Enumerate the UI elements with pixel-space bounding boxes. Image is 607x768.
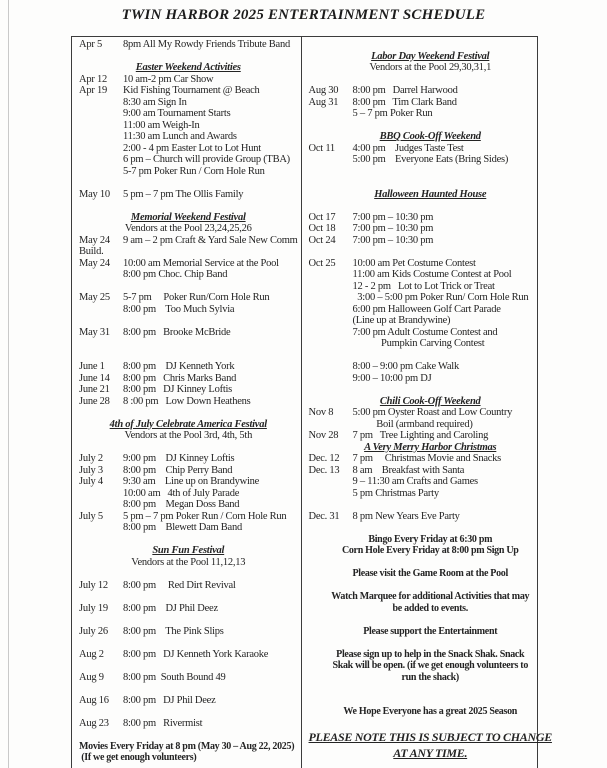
entry-lines: [353, 143, 552, 166]
entry-line: 10 am-2 pm Car Show: [123, 73, 214, 85]
entry-line: 5-7 pm Poker Run / Corn Hole Run: [123, 165, 265, 177]
entry-line: Pumpkin Carving Contest: [352, 338, 485, 349]
section-header: BBQ Cook-Off Weekend: [379, 131, 481, 142]
schedule-entry: [309, 465, 552, 500]
note-line: We Hope Everyone has a great 2025 Season: [343, 706, 518, 717]
entry-line: Boil (armband required): [352, 418, 473, 430]
entry-lines: [353, 212, 552, 224]
entry-line: 8:00 pm Blewett Dam Band: [123, 522, 242, 533]
entry-lines: [123, 39, 298, 51]
schedule-entry: [309, 258, 552, 350]
entry-line: 9:00 am Tournament Starts: [123, 108, 231, 119]
entry-lines: [123, 465, 298, 477]
entry-line: 6 pm – Church will provide Group (TBA): [123, 154, 290, 165]
entry-line: 8:00 pm Tim Clark Band: [352, 96, 457, 108]
entry-line: 10:00 am Memorial Service at the Pool: [123, 257, 279, 269]
entry-lines: [123, 476, 298, 511]
note-line: Bingo Every Friday at 6:30 pm: [368, 533, 493, 545]
entry-lines: [123, 626, 298, 638]
schedule-entry: [79, 85, 298, 177]
entry-lines: [353, 97, 552, 120]
note-line: (If we get enough volunteers): [79, 752, 197, 763]
entry-line: 8:00 pm Chip Perry Band: [123, 464, 233, 476]
note-line: AT ANY TIME.: [393, 746, 468, 760]
note-line: be added to events.: [392, 602, 468, 614]
schedule-entry: [79, 511, 298, 534]
left-column: [72, 37, 301, 768]
schedule-entry: [79, 39, 298, 51]
entry-lines: [123, 74, 298, 86]
entry-line: 8:00 pm Megan Doss Band: [123, 499, 240, 510]
entry-line: 10:00 am Pet Costume Contest: [352, 257, 476, 269]
section-subheader: Vendors at the Pool 23,24,25,26: [124, 223, 252, 234]
entry-line: 5 pm Christmas Party: [352, 487, 439, 499]
schedule-entry: [79, 327, 298, 339]
entry-date: Dec. 31: [308, 510, 340, 522]
entry-line: 8:00 pm DJ Kenneth York: [123, 361, 235, 372]
entry-date: Aug 31: [308, 96, 339, 108]
entry-line: 8:00 pm South Bound 49: [123, 671, 226, 683]
entry-lines: [123, 327, 298, 339]
entry-line: 9:00 pm DJ Kinney Loftis: [123, 453, 235, 464]
entry-date: June 14: [79, 372, 110, 384]
entry-lines: [123, 396, 298, 408]
entry-line: 11:00 am Kids Costume Contest at Pool: [352, 269, 512, 280]
note-block: [309, 626, 552, 638]
entry-line: 8:00 pm Brooke McBride: [123, 326, 231, 338]
entry-lines: [353, 465, 552, 500]
entry-line: 5-7 pm Poker Run/Corn Hole Run: [123, 292, 270, 303]
entry-lines: [123, 235, 298, 247]
entry-line: 6:00 pm Halloween Golf Cart Parade: [352, 303, 501, 315]
section-subheader: Vendors at the Pool 29,30,31,1: [369, 62, 492, 73]
schedule-entry: [309, 235, 552, 247]
entry-line: 12 - 2 pm Lot to Lot Trick or Treat: [352, 280, 495, 292]
schedule-entry: [79, 373, 298, 385]
note-line: Please support the Entertainment: [363, 625, 498, 637]
entry-lines: [353, 223, 552, 235]
entry-date: June 21: [79, 384, 110, 395]
section-header: Sun Fun Festival: [152, 545, 225, 556]
entry-continuation: Build.: [79, 246, 104, 257]
schedule-entry: [309, 143, 552, 166]
page-edge-line: [8, 0, 9, 768]
entry-date: Oct 18: [308, 223, 336, 234]
note-line: Skak will be open. (if we get enough volunteers to: [332, 660, 529, 671]
schedule-entry: [79, 718, 298, 730]
note-line: run the shack): [401, 671, 459, 683]
entry-line: 8:00 – 9:00 pm Cake Walk: [352, 361, 459, 372]
entry-line: 8:00 pm The Pink Slips: [123, 625, 224, 637]
note-block: [79, 741, 298, 764]
entry-date: July 4: [79, 476, 103, 487]
entry-line: 8:00 pm Red Dirt Revival: [123, 579, 236, 591]
entry-line: 7 pm Tree Lighting and Caroling: [352, 430, 489, 441]
entry-line: 8 pm New Years Eve Party: [352, 510, 460, 522]
note-line: Please visit the Game Room at the Pool: [352, 568, 508, 579]
schedule-entry: [79, 361, 298, 373]
entry-line: 8:00 pm DJ Phil Deez: [123, 694, 216, 706]
entry-date: Apr 19: [79, 85, 107, 96]
schedule-entry: [79, 453, 298, 465]
entry-lines: [123, 580, 298, 592]
page-title: TWIN HARBOR 2025 ENTERTAINMENT SCHEDULE: [121, 7, 486, 23]
entry-line: 11:00 am Weigh-In: [123, 119, 200, 131]
section-header: Easter Weekend Activities: [135, 62, 241, 73]
entry-lines: [123, 453, 298, 465]
note-block: [309, 706, 552, 718]
schedule-entry: [79, 476, 298, 511]
entry-lines: [353, 235, 552, 247]
entry-line: 8:30 am Sign In: [123, 96, 187, 108]
schedule-entry: [309, 85, 552, 97]
note-block: [309, 534, 552, 557]
entry-lines: [353, 407, 552, 430]
entry-lines: [123, 672, 298, 684]
note-line: Watch Marquee for additional Activities that may: [331, 591, 530, 602]
entry-date: May 24: [79, 234, 110, 246]
entry-line: 4:00 pm Judges Taste Test: [352, 142, 464, 154]
entry-date: Aug 23: [79, 717, 109, 729]
schedule-entry: [309, 511, 552, 523]
entry-lines: [123, 361, 298, 373]
schedule-entry: [79, 626, 298, 638]
section-subheader: Vendors at the Pool 3rd, 4th, 5th: [124, 430, 253, 441]
schedule-entry: [79, 74, 298, 86]
schedule-entry: [79, 603, 298, 615]
entry-date: May 24: [79, 257, 110, 269]
entry-lines: [123, 85, 298, 177]
entry-date: May 25: [79, 292, 110, 303]
entry-date: Apr 12: [79, 73, 107, 85]
entry-date: June 28: [79, 395, 110, 407]
schedule-entry: [79, 695, 298, 707]
entry-lines: [123, 189, 298, 201]
entry-date: July 12: [79, 579, 108, 591]
entry-line: 7:00 pm Adult Costume Contest and: [352, 326, 498, 338]
schedule-entry: [79, 258, 298, 281]
schedule-entry: [79, 189, 298, 201]
entry-line: 9:00 – 10:00 pm DJ: [352, 372, 432, 384]
section-header: Labor Day Weekend Festival: [371, 50, 490, 62]
entry-date: Oct 11: [308, 142, 335, 154]
entry-line: 8:00 pm Chris Marks Band: [123, 372, 237, 384]
entry-date: May 31: [79, 326, 110, 338]
entry-line: 11:30 am Lunch and Awards: [123, 131, 237, 142]
entry-date: Aug 2: [79, 648, 104, 660]
note-line: Corn Hole Every Friday at 8:00 pm Sign Up: [341, 545, 519, 556]
entry-line: 8:00 pm Darrel Harwood: [352, 85, 458, 96]
right-column: [301, 37, 555, 768]
entry-date: May 10: [79, 188, 110, 200]
entry-date: Apr 5: [79, 39, 102, 50]
section-header: Halloween Haunted House: [374, 188, 487, 200]
schedule-entry: [79, 292, 298, 315]
entry-line: 8:00 pm DJ Phil Deez: [123, 602, 218, 614]
schedule-table: [71, 36, 552, 768]
entry-date: Aug 16: [79, 694, 109, 706]
entry-line: 5:00 pm Oyster Roast and Low Country: [352, 407, 513, 418]
schedule-entry: [309, 97, 552, 120]
schedule-entry: [79, 465, 298, 477]
entry-lines: [123, 718, 298, 730]
entry-line: 8:00 pm Choc. Chip Band: [123, 269, 228, 280]
entry-date: Aug 30: [308, 85, 339, 96]
entry-lines: [353, 511, 552, 523]
entry-line: 8:00 pm Rivermist: [123, 717, 203, 729]
note-line: Please sign up to help in the Snack Shak. Snack: [336, 648, 525, 660]
entry-line: 5:00 pm Everyone Eats (Bring Sides): [352, 154, 509, 165]
entry-lines: [353, 85, 552, 97]
entry-lines: [123, 511, 298, 534]
schedule-entry: [309, 430, 552, 442]
entry-line: Kid Fishing Tournament @ Beach: [123, 85, 260, 96]
entry-line: (Line up at Brandywine): [352, 315, 451, 326]
schedule-entry: [79, 384, 298, 396]
entry-line: 2:00 - 4 pm Easter Lot to Lot Hunt: [123, 142, 261, 154]
schedule-entry: [79, 649, 298, 661]
entry-line: 10:00 am 4th of July Parade: [123, 487, 240, 499]
entry-line: 8 am Breakfast with Santa: [352, 464, 465, 476]
entry-line: 5 – 7 pm Poker Run: [352, 108, 433, 119]
entry-date: Dec. 13: [308, 464, 340, 476]
note-line: PLEASE NOTE THIS IS SUBJECT TO CHANGE: [308, 730, 552, 744]
entry-date: July 3: [79, 464, 103, 476]
section-header: 4th of July Celebrate America Festival: [109, 418, 267, 430]
schedule-entry: [309, 212, 552, 224]
entry-line: 8:00 pm DJ Kenneth York Karaoke: [123, 648, 269, 660]
entry-line: 9 am – 2 pm Craft & Yard Sale New Comm: [123, 234, 298, 246]
entry-lines: [123, 258, 298, 281]
entry-line: 5 pm – 7 pm The Ollis Family: [123, 188, 244, 200]
entry-lines: [123, 292, 298, 315]
entry-lines: [123, 695, 298, 707]
schedule-entry: [309, 453, 552, 465]
note-block: [309, 591, 552, 614]
entry-date: Oct 24: [308, 234, 336, 246]
entry-lines: [353, 430, 552, 442]
schedule-entry: [79, 672, 298, 684]
schedule-entry: [79, 396, 298, 408]
note-block: [309, 729, 552, 761]
entry-line: 9 – 11:30 am Crafts and Games: [352, 476, 478, 487]
entry-line: 7 pm Christmas Movie and Snacks: [352, 453, 501, 464]
entry-line: 7:00 pm – 10:30 pm: [352, 211, 434, 223]
entry-line: 8 :00 pm Low Down Heathens: [123, 395, 251, 407]
entry-date: Dec. 12: [308, 453, 340, 464]
section-header: A Very Merry Harbor Christmas: [364, 441, 497, 453]
entry-line: 9:30 am Line up on Brandywine: [123, 476, 260, 487]
entry-date: July 2: [79, 453, 103, 464]
note-block: [309, 568, 552, 580]
entry-date: July 26: [79, 625, 108, 637]
entry-line: 8pm All My Rowdy Friends Tribute Band: [123, 39, 290, 50]
entry-lines: [123, 373, 298, 385]
entry-lines: [353, 453, 552, 465]
entry-date: Aug 9: [79, 671, 104, 683]
entry-lines: [353, 361, 552, 384]
entry-lines: [123, 384, 298, 396]
entry-date: July 5: [79, 510, 103, 522]
entry-lines: [123, 649, 298, 661]
schedule-entry: [309, 407, 552, 430]
section-header: Chili Cook-Off Weekend: [379, 395, 481, 407]
note-block: [309, 649, 552, 684]
entry-lines: [353, 258, 552, 350]
entry-date: July 19: [79, 602, 108, 614]
entry-line: 5 pm – 7 pm Poker Run / Corn Hole Run: [123, 510, 287, 522]
schedule-entry: [79, 580, 298, 592]
entry-line: 7:00 pm – 10:30 pm: [352, 234, 434, 246]
note-line: Movies Every Friday at 8 pm (May 30 – Aug 22, 2025): [79, 740, 295, 752]
entry-date: Oct 25: [308, 257, 336, 269]
schedule-entry: [309, 223, 552, 235]
entry-line: 3:00 – 5:00 pm Poker Run/ Corn Hole Run: [352, 292, 529, 303]
entry-line: 7:00 pm – 10:30 pm: [352, 223, 434, 234]
entry-date: Nov 8: [308, 407, 334, 418]
entry-lines: [123, 603, 298, 615]
schedule-entry: [79, 235, 298, 247]
entry-line: 8:00 pm DJ Kinney Loftis: [123, 384, 232, 395]
entry-date: June 1: [79, 361, 105, 372]
entry-date: Nov 28: [308, 430, 339, 441]
entry-date: Oct 17: [308, 211, 336, 223]
section-header: Memorial Weekend Festival: [130, 211, 246, 223]
section-subheader: Vendors at the Pool 11,12,13: [131, 556, 246, 568]
schedule-entry: [309, 361, 552, 384]
entry-line: 8:00 pm Too Much Sylvia: [123, 303, 235, 315]
